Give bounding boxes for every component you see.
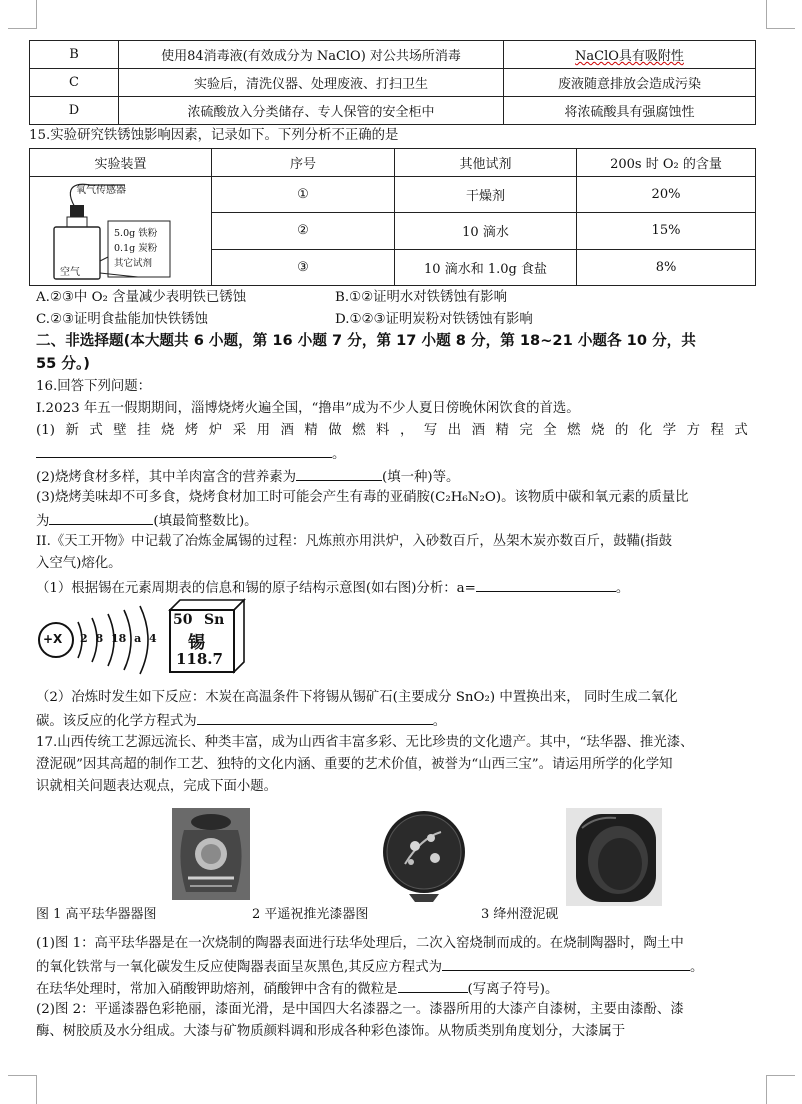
- q17-part2-line1: (2)图 2：平遥漆器色彩艳丽，漆面光滑，是中国四大名漆器之一。漆器所用的大漆产自漆树，主要由漆酚、漆: [36, 1002, 684, 1017]
- q15-table: [29, 148, 756, 286]
- q17-line3: 识就相关问题表达观点，完成下面小题。: [36, 779, 278, 794]
- row-method: 实验后，清洗仪器、处理废液、打扫卫生: [119, 69, 504, 97]
- justified-char: 式: [89, 423, 103, 438]
- q17-part1-line2: [36, 956, 703, 978]
- q16-ii-q1: [36, 577, 629, 599]
- cube-side: [234, 600, 244, 672]
- row-reagent: 10 滴水和 1.0g 食盐: [395, 249, 577, 285]
- answer-blank[interactable]: [398, 978, 468, 993]
- row-reason: [504, 41, 756, 69]
- option-c: C.②③证明食盐能加快铁锈蚀: [36, 312, 208, 327]
- justified-char: 学: [662, 423, 677, 438]
- atomic-number: 50: [173, 612, 193, 628]
- contents-line-1: 5.0g 铁粉: [114, 228, 158, 239]
- part2-text: (2)烧烤食材多样，其中羊肉富含的营养素为: [36, 470, 296, 485]
- part3-text-after: (填最简整数比)。: [153, 514, 258, 529]
- crop-mark-bottom-left: [8, 1075, 37, 1104]
- justified-char: 采: [232, 423, 247, 438]
- justified-char: 烤: [184, 423, 199, 438]
- cube-top: [170, 600, 244, 610]
- table-header-row: [30, 149, 756, 177]
- answer-blank[interactable]: [49, 510, 153, 525]
- air-label: 空气: [60, 267, 80, 278]
- q17-part2-line2: 酶、树胶质及水分组成。大漆与矿物质颜料调和形成各种彩色漆饰。从物质类别角度划分，大漆属于: [36, 1024, 626, 1039]
- row-o2: 15%: [577, 213, 756, 249]
- option-a: A.②③中 O₂ 含量减少表明铁已锈蚀: [36, 290, 247, 305]
- justified-char: 炉: [208, 423, 223, 438]
- row-method-text: 使用84消毒液(有效成分为 NaClO) 对公共场所消毒: [161, 49, 461, 64]
- justified-char: 化: [638, 423, 653, 438]
- ii-q1-end: 。: [615, 581, 630, 596]
- justified-char: ，: [399, 423, 414, 438]
- answer-blank[interactable]: [296, 466, 382, 481]
- answer-blank[interactable]: [442, 956, 690, 971]
- crop-mark-top-right: [766, 0, 795, 29]
- table-row: [30, 41, 756, 69]
- q16-part1-answer: [36, 443, 345, 465]
- part1-line3-text: 在珐华处理时，常加入硝酸钾助熔剂，硝酸钾中含有的微粒是: [36, 982, 398, 997]
- q16-part3-line2: [36, 510, 258, 532]
- q17-part1-line1: (1)图 1：高平珐华器是在一次烧制的陶器表面进行珐华处理后，二次入窑烧制而成的。在烧制陶器时，陶土中: [36, 936, 684, 951]
- justified-char: 精: [304, 423, 318, 438]
- inkstone-svg: [566, 808, 662, 906]
- row-reason: 废液随意排放会造成污染: [504, 69, 756, 97]
- lacquer-plate-svg: [381, 808, 467, 904]
- q16-part1-line: [36, 421, 748, 441]
- justified-char: 新: [65, 423, 79, 438]
- fahua-vessel-image: [172, 808, 250, 900]
- justified-char: 壁: [113, 423, 127, 438]
- element-symbol: Sn: [204, 612, 225, 628]
- justified-char: 挂: [137, 423, 151, 438]
- q16-ii-q2-line2: [36, 710, 446, 732]
- answer-blank[interactable]: [197, 710, 433, 725]
- stopper: [67, 217, 87, 227]
- crop-mark-top-left: [8, 0, 37, 29]
- row-number: ②: [212, 213, 395, 249]
- shell-electrons: 2 8 18 a 4: [80, 632, 157, 645]
- justified-char: 烧: [591, 423, 605, 438]
- part1-text: 的氧化铁常与一氧化碳发生反应使陶器表面呈灰黑色,其反应方程式为: [36, 960, 442, 975]
- header-o2: 200s 时 O₂ 的含量: [577, 149, 756, 177]
- justified-char: 完: [519, 423, 533, 438]
- row-method: [119, 41, 504, 69]
- q16-title: 16.回答下列问题：: [36, 379, 152, 394]
- justified-char: 写: [423, 423, 438, 438]
- option-d: D.①②③证明炭粉对铁锈蚀有影响: [335, 312, 533, 327]
- lacquer-plate-image: [381, 808, 467, 904]
- answer-blank[interactable]: [476, 577, 616, 592]
- q17-line1: 17.山西传统工艺源远流长、种类丰富，成为山西省丰富多彩、无比珍贵的文化遗产。其中，“珐华器、推光漆、: [36, 735, 694, 750]
- justified-char: 出: [447, 423, 462, 438]
- nucleus-label: +X: [43, 632, 63, 646]
- row-reagent: 10 滴水: [395, 213, 577, 249]
- justified-char: 程: [710, 423, 724, 438]
- justified-char: 酒: [471, 423, 485, 438]
- justified-char: 燃: [567, 423, 581, 438]
- end-mark: 。: [332, 447, 346, 462]
- part3-text: 为: [36, 514, 50, 529]
- header-number: 序号: [212, 149, 395, 177]
- q16-ii-line2: 入空气)熔化。: [36, 556, 122, 571]
- row-label: B: [30, 41, 119, 69]
- header-reagent: 其他试剂: [395, 149, 577, 177]
- justified-char: (1): [36, 423, 55, 438]
- justified-char: 料: [376, 423, 390, 438]
- figure-caption-2: 2 平遥祝推光漆器图: [252, 907, 369, 922]
- element-tile: [168, 598, 246, 674]
- justified-char: 方: [686, 423, 701, 438]
- justified-char: 的: [614, 423, 629, 438]
- justified-char: 用: [256, 423, 270, 438]
- q14-table: [29, 40, 756, 125]
- row-label: D: [30, 97, 119, 125]
- figure-caption-3: 3 绛州澄泥砚: [481, 907, 559, 922]
- option-b: B.①②证明水对铁锈蚀有影响: [335, 290, 508, 305]
- row-reason-text: NaClO具有吸附性: [575, 49, 684, 64]
- atomic-mass: 118.7: [176, 650, 223, 668]
- q16-intro: I.2023 年五一假期期间，淄博烧烤火遍全国，“撸串”成为不少人夏日傍晚休闲饮食的首选。: [36, 401, 580, 416]
- part1-end: 。: [689, 960, 704, 975]
- justified-char: 做: [328, 423, 342, 438]
- inkstone-image: [566, 808, 662, 906]
- justified-char: 烧: [161, 423, 175, 438]
- table-row: [30, 69, 756, 97]
- justified-char: 燃: [352, 423, 366, 438]
- atom-structure-diagram: [36, 600, 176, 680]
- row-reagent: 干燥剂: [395, 177, 577, 213]
- pointer-line: [100, 257, 108, 261]
- row-number: ①: [212, 177, 395, 213]
- sensor-label: 氧气传感器: [76, 185, 126, 196]
- element-name: 锡: [188, 633, 205, 653]
- justified-char: 精: [495, 423, 509, 438]
- ii-q2-end: 。: [432, 714, 447, 729]
- fahua-vessel-svg: [172, 808, 250, 900]
- section-heading-line-1: 二、非选择题(本大题共 6 小题，第 16 小题 7 分，第 17 小题 8 分，第 18~21 小题各 10 分，共: [36, 332, 696, 349]
- row-number: ③: [212, 249, 395, 285]
- header-apparatus: 实验装置: [30, 149, 212, 177]
- row-label: C: [30, 69, 119, 97]
- row-method: 浓硫酸放入分类储存、专人保管的安全柜中: [119, 97, 504, 125]
- part1-line3-end: (写离子符号)。: [467, 982, 559, 997]
- justified-char: 酒: [280, 423, 294, 438]
- q16-ii-q2-line1: （2）冶炼时发生如下反应：木炭在高温条件下将锡从锡矿石(主要成分 SnO₂) 中置换出来， 同时生成二氧化: [36, 690, 678, 705]
- ii-q2-text: 碳。该反应的化学方程式为: [36, 714, 197, 729]
- figure-caption-1: 图 1 高平珐华器器图: [36, 907, 157, 922]
- q16-part3-line1: (3)烧烤美味却不可多食，烧烤食材加工时可能会产生有毒的亚硝胺(C₂H₆N₂O)。该物质中碳和氧元素的质量比: [36, 490, 689, 505]
- part2-text-after: (填一种)等。: [382, 470, 460, 485]
- section-heading-line-2: 55 分。): [36, 355, 90, 372]
- table-row: [30, 177, 756, 213]
- crop-mark-bottom-right: [766, 1075, 795, 1104]
- answer-blank[interactable]: [36, 443, 332, 458]
- contents-line-3: 其它试剂: [114, 258, 153, 269]
- justified-char: 全: [543, 423, 557, 438]
- q17-line2: 澄泥砚”因其高超的制作工艺、独特的文化内涵、重要的艺术价值，被誉为“山西三宝”。请运用所学的化学知: [36, 757, 673, 772]
- row-reason: 将浓硫酸具有强腐蚀性: [504, 97, 756, 125]
- row-o2: 20%: [577, 177, 756, 213]
- ii-q1-text: （1）根据锡在元素周期表的信息和锡的原子结构示意图(如右图)分析：a=: [36, 581, 476, 596]
- q16-part2: [36, 466, 459, 488]
- q16-ii-line1: II.《天工开物》中记载了冶炼金属锡的过程：凡炼煎亦用洪炉，入砂数百斤，丛架木炭亦数百斤，鼓鞴(指鼓: [36, 534, 673, 549]
- q15-stem: 15.实验研究铁锈蚀影响因素，记录如下。下列分析不正确的是: [29, 128, 399, 143]
- contents-line-2: 0.1g 炭粉: [114, 243, 158, 254]
- table-row: [30, 97, 756, 125]
- apparatus-cell: [30, 177, 212, 286]
- justified-char: 式: [734, 423, 748, 438]
- row-o2: 8%: [577, 249, 756, 285]
- q17-part1-line3: [36, 978, 558, 1000]
